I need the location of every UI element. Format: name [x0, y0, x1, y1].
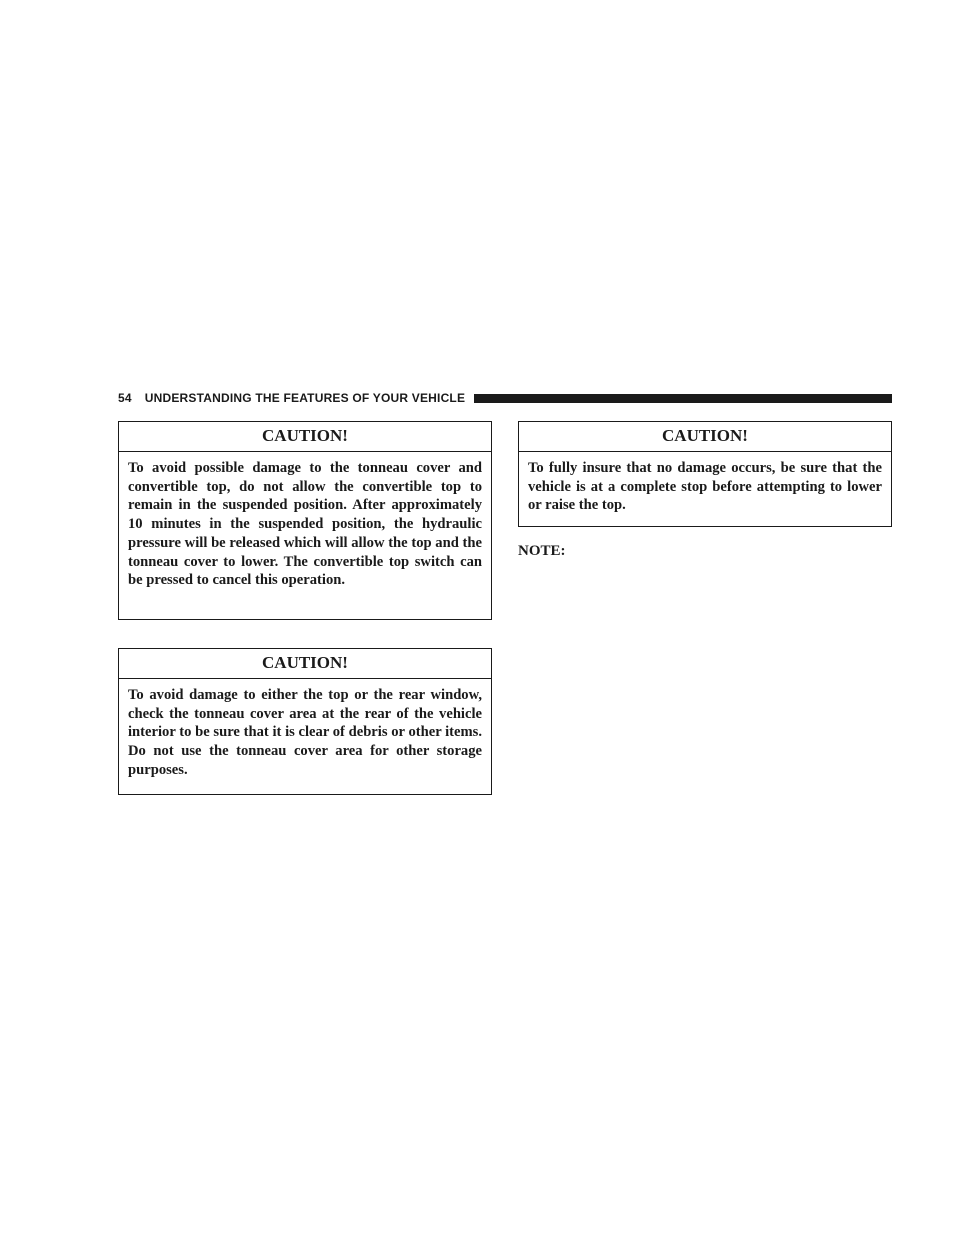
note-label: NOTE: — [518, 543, 566, 559]
caution-body: To avoid possible damage to the tonneau cover and convertible top, do not allow the convertible top to remain in the suspended position. After approximately 10 minutes in the suspended position, the hydraulic pressure will be released which will allow the top and the tonneau cover to lower. The convertible top switch can be pressed to cancel this operation. — [128, 460, 482, 589]
caution-title: CAUTION! — [519, 422, 891, 452]
caution-body: To fully insure that no damage occurs, be sure that the vehicle is at a complete stop before attempting to lower or raise the top. — [528, 460, 882, 514]
section-title: UNDERSTANDING THE FEATURES OF YOUR VEHICLE — [144, 391, 466, 405]
page-number: 54 — [118, 391, 132, 405]
caution-title: CAUTION! — [119, 649, 491, 679]
header-rule — [474, 394, 892, 403]
caution-title: CAUTION! — [119, 422, 491, 452]
caution-box-tonneau-area — [118, 648, 492, 795]
page-header — [118, 390, 892, 406]
caution-box-vehicle-stop — [518, 421, 892, 527]
caution-box-convertible-top — [118, 421, 492, 620]
caution-body: To avoid damage to either the top or the rear window, check the tonneau cover area at the rear of the vehicle interior to be sure that it is clear of debris or other items. Do not use the tonneau cover area for other storage purposes. — [128, 687, 482, 778]
